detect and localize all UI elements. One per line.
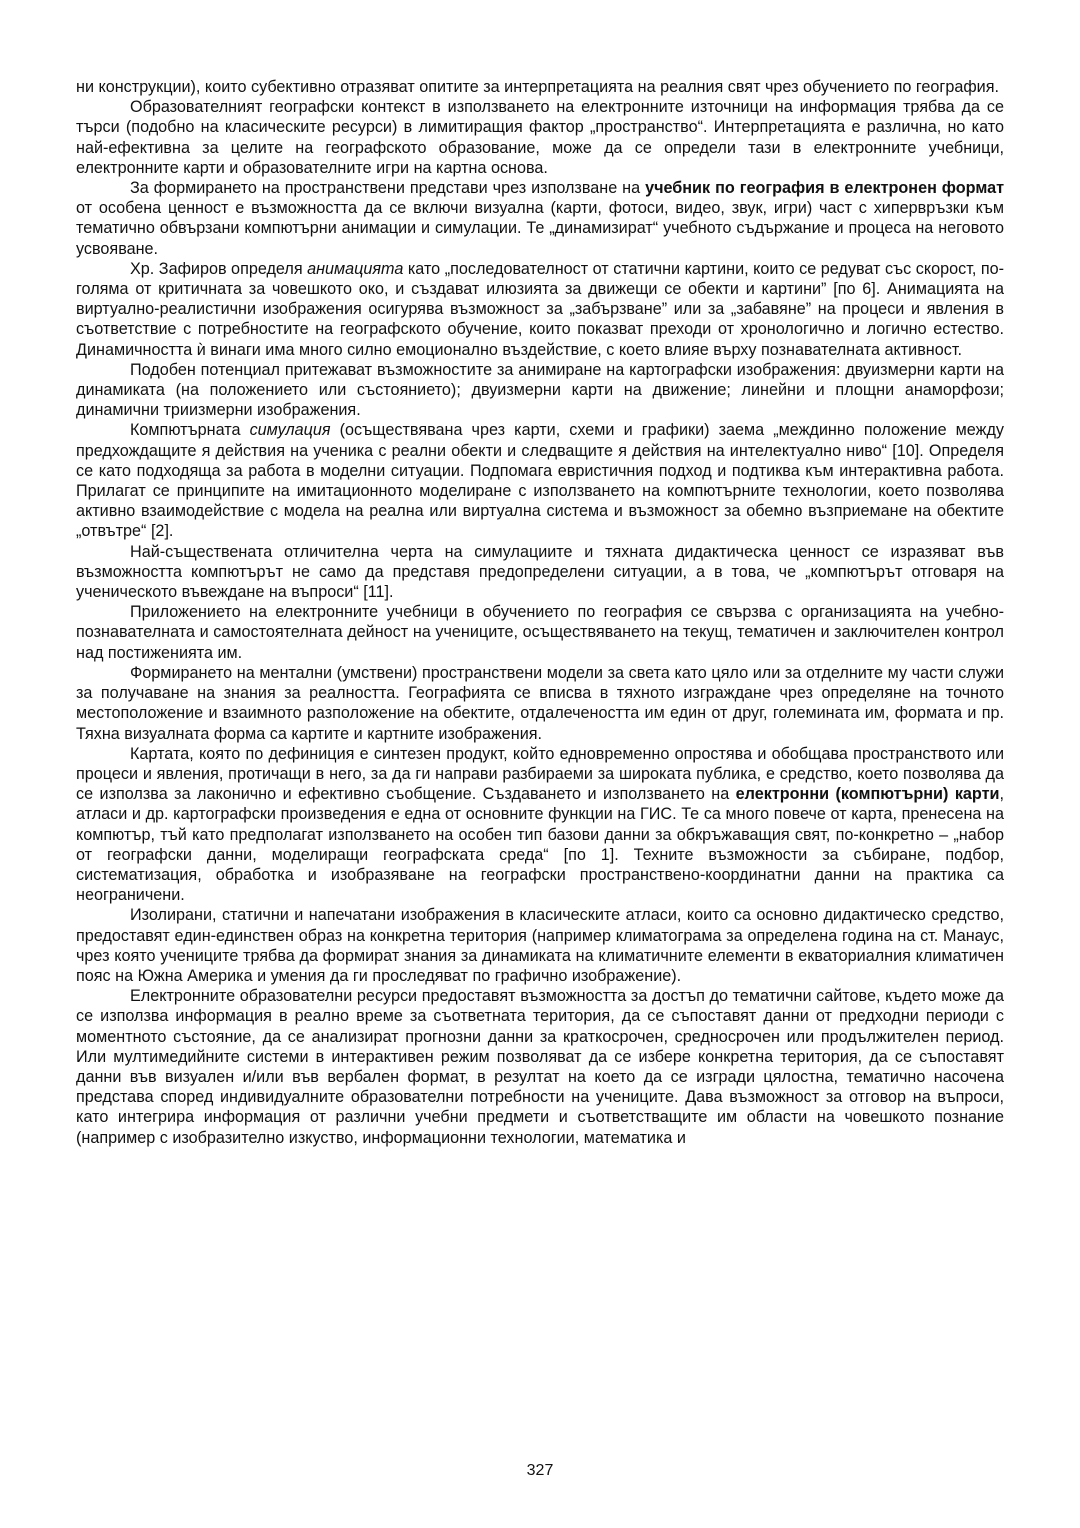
paragraph-10-text-end: , атласи и др. картографски произведения е една от основните функции на ГИС. Те са много повече от карта, пренесена на компютър, тъй като предполагат използването на особен тип базови данни за обкръжаващия свят, по-конкретно – „набор от географски данни, моделиращи географската среда“ [по 1]. Техните възможности за събиране, подбор, систематизация, обработка и изобразяване на географски пространствено-координатни данни на практика са неограничени. (76, 785, 1004, 905)
paragraph-3-text-start: За формирането на пространствени представи чрез използване на (130, 179, 646, 198)
paragraph-9: Формирането на ментални (умствени) пространствени модели за света като цяло или за отделните му части служи за получаване на знания за реалността. Географията се вписва в тяхното изграждане чрез определяне на точното местоположение и взаимното разположение на обектите, отдалечеността им един от друг, големината им, формата и пр. Тяхна визуалната форма са картите и картните изображения. (76, 663, 1004, 743)
paragraph-2: Образователният географски контекст в използването на електронните източници на информация трябва да се търси (подобно на класическите ресурси) в лимитиращия фактор „пространство“. Интерпретацията е различна, но като най-ефективна за целите на географското образование, може да се определи тази в електронните учебници, електронните карти и образователните игри на картна основа. (76, 98, 1004, 177)
paragraph-10-bold-term: електронни (компютърни) карти (735, 785, 1000, 804)
paragraph-4-text-end: като „последователност от статични картини, които се редуват със скорост, по-голяма от критичната за човешкото око, и създават илюзията за движещи се обекти и картини” [по 6]. Анимацията на виртуално-реалистични изображения осигурява възможност за „забързване” или за „забавяне” на процеси и явления в съответствие с потребностите на географското обучение, които показват преходи от хронологично и логично естество. Динамичността ѝ винаги има много силно емоционално въздействие, с което влияе върху познавателната активност. (76, 259, 1005, 359)
page-number: 327 (526, 1462, 554, 1479)
paragraph-4-italic-term: анимацията (307, 259, 404, 278)
paragraph-8: Приложението на електронните учебници в обучението по география се свързва с организацията на учебно-познавателната и самостоятелната дейност на учениците, осъществяването на текущ, тематичен и заключителен контрол над постиженията им. (76, 603, 1004, 662)
paragraph-6-text-end: (осъществявана чрез карти, схеми и графики) заема „междинно положение между предхождащите я действия на ученика с реални обекти и следващите я действия на интелектуално ниво“ [10]. Определя се като подходяща за работа в моделни ситуации. Подпомага евристичния подход и подтиква към интерактивна работа. Прилагат се принципите на имитационното моделиране с използването на компютърните технологии, което позволява активно взаимодействие с модела на реална или виртуална система и възможност за обемно възприемане на обектите „отвътре“ [2]. (76, 421, 1004, 541)
paragraph-3 (76, 178, 1004, 259)
paragraph-10-text-start: Картата, която по дефиниция е синтезен продукт, който едновременно опростява и обобщава пространството или процеси и явления, протичащи в него, за да ги направи разбираеми за широката публика, е средство, което позволява да се използва за лаконично и ефективно съобщение. Създаването и използването на (76, 744, 1004, 804)
paragraph-11: Изолирани, статични и напечатани изображения в класическите атласи, които са основно дидактическо средство, предоставят един-единствен образ на конкретна територия (например климатограма за определена година на ст. Манаус, чрез която учениците трябва да формират знания за динамиката на климатичните елементи в екваториалния климатичен пояс на Южна Америка и умения да ги проследяват по графично изображение). (76, 906, 1004, 985)
paragraph-12: Електронните образователни ресурси предоставят възможността за достъп до тематични сайтове, където може да се използва информация в реално време за съответната територия, да се съпоставят данни от предходни периоди с моментното състояние, да се анализират прогнозни данни за краткосрочен, средносрочен или продължителен период. Или мултимедийните системи в интерактивен режим позволяват да се избере конкретна територия, да се съпоставят данни във визуален и/или във вербален формат, в резултат на което да се изгради цялостна, тематично насочена представа според индивидуалните образователни потребности на учениците. Дава възможност за отговор на въпроси, като интегрира информация от различни учебни предмети и съответстващите им области на човешкото познание (например с изобразително изкуство, информационни технологии, математика и (76, 987, 1004, 1147)
paragraph-6-text-start: Компютърната (130, 421, 250, 440)
paragraph-1: ни конструкции), които субективно отразяват опитите за интерпретацията на реалния свят чрез обучението по география. (76, 78, 999, 96)
paragraph-3-text-end: от особена ценност е възможността да се включи визуална (карти, фотоси, видео, звук, игри) част с хипервръзки към тематично обвързани компютърни анимации и симулации. Те „динамизират“ учебното съдържание и процеса на неговото усвояване. (76, 199, 1004, 258)
paragraph-6-italic-term: симулация (249, 421, 331, 440)
paragraph-3-bold-term: учебник по география в електронен формат (645, 179, 1005, 198)
paragraph-6 (76, 420, 1004, 541)
paragraph-4 (76, 259, 1004, 360)
paragraph-5: Подобен потенциал притежават възможностите за анимиране на картографски изображения: двуизмерни карти на динамиката (на положението или състоянието); двуизмерни карти на движение; линейни и площни анаморфози; динамични триизмерни изображения. (76, 360, 1004, 420)
paragraph-7: Най-съществената отличителна черта на симулациите и тяхната дидактическа ценност се изразяват във възможността компютърът не само да представя предопределени ситуации, а в това, че „компютърът отговаря на ученическото въвеждане на въпроси“ [11]. (76, 542, 1004, 602)
paragraph-10 (76, 744, 1004, 906)
document-body (76, 77, 1004, 1148)
paragraph-4-text-start: Хр. Зафиров определя (130, 259, 308, 278)
